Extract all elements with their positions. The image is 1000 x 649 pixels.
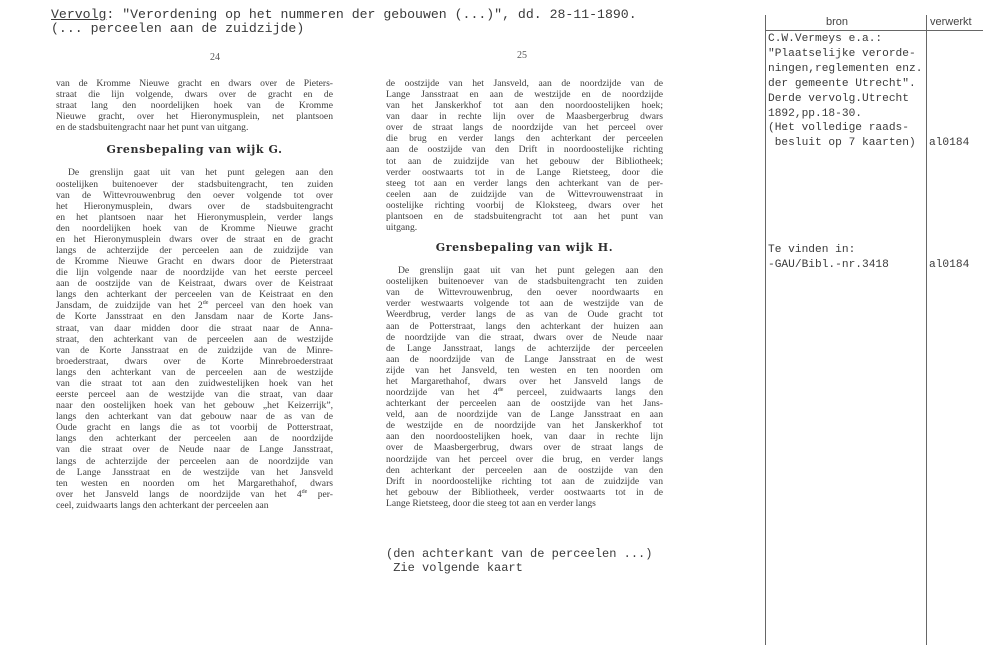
text-line: het gebouw der Bibliotheek, verder oostwaarts tot in de	[386, 486, 663, 498]
text-line: en de stadsbuitengracht naar het punt van uitgang.	[56, 122, 249, 134]
heading-wijk-g: Grensbepaling van wijk G.	[106, 143, 283, 157]
text-line: plantsoen en de stadsbuitengracht tot aan het punt van	[386, 210, 663, 222]
text-line: en het plantsoen naar het Hieronymusplein, verder langs	[56, 211, 333, 223]
text-line: van de Wittevrouwenbrug, den oever noordwaarts en	[386, 287, 663, 299]
text-line: Nieuwe gracht, over het Hieronymusplein, net plantsoen	[56, 111, 333, 123]
left-page-column	[56, 78, 333, 511]
table-row-1-bron: C.W.Vermeys e.a.: "Plaatselijke verorde- ningen,reglementen enz. der gemeente Utrecht". Derde vervolg.Utrecht 1892,pp.18-30. (Het volledige raads- besluit op 7 kaarten)	[768, 33, 923, 150]
text-line: steeg tot aan en verder langs den achterkant van de per-	[386, 177, 663, 189]
text-line: broederstraat, dwars over de Korte Minrebroederstraat	[56, 355, 333, 367]
text-line: langs den achterkant der perceelen aan de noordzijde	[56, 433, 333, 445]
text-line: die brug en verder langs den achterkant der perceelen	[386, 133, 663, 145]
table-column-divider	[926, 15, 927, 645]
text-line: ten westen en noorden om het Margarethahof, dwars	[56, 477, 333, 489]
text-line: de Lange Jansstraat, langs de achterzijde der perceelen	[386, 342, 663, 354]
table-row-2-verwerkt: al0184	[929, 259, 970, 271]
right-body-paragraph	[386, 265, 663, 509]
header-label: Vervolg	[51, 7, 107, 22]
text-line: oostelijken buitenoever der stadsbuitengracht, ten zuiden	[56, 178, 333, 190]
table-row-2-bron: Te vinden in: -GAU/Bibl.-nr.3418	[768, 244, 889, 271]
header-title: : "Verordening op het nummeren der gebouwen (...)", dd. 28-11-1890.	[106, 7, 637, 22]
text-line: naar den oostelijken hoek van het gebouw „het Keizerrijk”,	[56, 400, 333, 412]
text-line: over de straat langs de noordzijde van het perceel over	[386, 122, 663, 134]
document-header	[51, 8, 637, 36]
text-line: en het Hieronymusplein dwars over de straat en de gracht	[56, 233, 333, 245]
text-line: over de Maasbergerbrug, dwars over de straat langs de	[386, 442, 663, 454]
header-bron: bron	[826, 16, 849, 28]
text-line: de Korte Jansstraat en den Jansdam naar de Korte Jans-	[56, 311, 333, 323]
text-line: aan den noordoostelijken hoek, van daar in rechte lijn	[386, 431, 663, 443]
text-line: Drift in noordoostelijke richting tot aan de zuidzijde van	[386, 475, 663, 487]
text-line: van de Wittevrouwenbrug den oever volgende tot over	[56, 189, 333, 201]
text-line: van de Korte Jansstraat en de zuidzijde van de Minre-	[56, 344, 333, 356]
left-intro-paragraph	[56, 78, 333, 133]
text-line: Lange Rietsteeg, door die steeg tot aan en verder langs	[386, 497, 596, 509]
text-line: straat die lijn volgende, dwars over de gracht en de	[56, 89, 333, 101]
text-line: langs de achterzijde der perceelen aan de noordzijde van	[56, 455, 333, 467]
text-line: ceelen aan de zuidzijde van de Wittevrouwenstraat in	[386, 188, 663, 200]
text-line: aan de Potterstraat, langs den achterkant der huizen aan	[386, 320, 663, 332]
page-number-left: 24	[210, 52, 220, 63]
text-line: oostelijken buitenoever van de stadsbuitengracht ten zuiden	[386, 276, 663, 288]
text-line: van de Kromme Nieuwe gracht en dwars over de Pieters-	[56, 78, 333, 89]
text-line: eerste perceel aan de westzijde van die straat, van daar	[56, 389, 333, 401]
text-line: noordzijde van het 4de perceel, zuidwaarts langs den	[386, 387, 663, 399]
text-line: de oostzijde van het Jansveld, aan de noordzijde van de	[386, 78, 663, 89]
left-body-paragraph	[56, 167, 333, 510]
text-line: over het Jansveld langs de noordzijde van het 4de per-	[56, 488, 333, 500]
text-line: den achterkant der perceelen aan de oostzijde van den	[386, 464, 663, 476]
right-intro-paragraph	[386, 78, 663, 233]
page-number-right: 25	[517, 50, 527, 61]
footer-line-2: Zie volgende kaart	[393, 561, 523, 575]
text-line: Lange Jansstraat en aan de westzijde en de noordzijde	[386, 89, 663, 101]
text-line: langs de achterzijde der perceelen aan de zuidzijde van	[56, 245, 333, 257]
footer-line-1: (den achterkant van de perceelen ...)	[386, 547, 653, 561]
text-line: de westzijde en de noordzijde van het Janskerkhof tot	[386, 420, 663, 432]
text-line: veld, aan de noordzijde van de Lange Jansstraat en aan	[386, 409, 663, 421]
text-line: De grenslijn gaat uit van het punt gelegen aan den	[398, 265, 663, 277]
text-line: langs den achterkant van de perceelen aan de westzijde	[56, 366, 333, 378]
table-row-1-verwerkt: al0184	[929, 137, 970, 149]
text-line: het Hieronymusplein, dwars over de stadsbuitengracht	[56, 200, 333, 212]
text-line: straat lang den noordelijken hoek van de Kromme	[56, 100, 333, 112]
text-line: Oude gracht en langs die as tot voorbij de Potterstraat,	[56, 422, 333, 434]
text-line: zijde van het Jansveld, ten westen en ten noorden om	[386, 364, 663, 376]
text-line: De grenslijn gaat uit van het punt gelegen aan den	[68, 167, 333, 179]
text-line: ceel, zuidwaarts langs den achterkant der perceelen aan	[56, 499, 269, 511]
right-page-column	[386, 78, 663, 509]
heading-wijk-h: Grensbepaling van wijk H.	[435, 241, 614, 255]
text-line: verder westwaarts volgende tot aan de westzijde van de	[386, 298, 663, 310]
text-line: Jansdam, de zuidzijde van het 2de perceel van den hoek van	[56, 300, 333, 312]
text-line: van die straat over de Neude naar de Lange Jansstraat,	[56, 444, 333, 456]
text-line: langs den achterkant der perceelen van de Keistraat en den	[56, 289, 333, 301]
header-verwerkt: verwerkt	[930, 16, 972, 28]
table-header-rule	[765, 30, 983, 31]
text-line: de noordzijde van die straat, dwars over de Neude naar	[386, 331, 663, 343]
text-line: Weerdbrug, verder langs de as van de Oude gracht tot	[386, 309, 663, 321]
header-subtitle: (... perceelen aan de zuidzijde)	[51, 21, 305, 36]
text-line: den noordelijken hoek van de Kromme Nieuwe gracht	[56, 222, 333, 234]
text-line: verder oostwaarts tot in de Lange Rietsteeg, door die	[386, 166, 663, 178]
text-line: aan de noordzijde van de Lange Jansstraat en de west	[386, 353, 663, 365]
text-line: achterkant der perceelen aan de oostzijde van het Jans-	[386, 398, 663, 410]
text-line: van daar in rechte lijn over de Maasbergerbrug dwars	[386, 111, 663, 123]
footer-note	[386, 547, 652, 575]
text-line: oostelijke richting voorbij de Kloksteeg, dwars over het	[386, 199, 663, 211]
text-line: die lijn volgende naar de noordzijde van het eerste perceel	[56, 267, 333, 279]
text-line: uitgang.	[386, 222, 418, 234]
text-line: straat, van daar midden door die straat naar de Anna-	[56, 322, 333, 334]
text-line: de Lange Jansstraat en de westzijde van het Jansveld	[56, 466, 333, 478]
text-line: van die straat tot aan den zuidwestelijken hoek van het	[56, 377, 333, 389]
text-line: noordzijde van het perceel over die brug, en verder langs	[386, 453, 663, 465]
text-line: van het Janskerkhof tot aan den noordoostelijken hoek;	[386, 100, 663, 112]
text-line: langs den achterkant van dat gebouw naar de as van de	[56, 411, 333, 423]
text-line: de Kromme Nieuwe Gracht en dwars door de Pieterstraat	[56, 256, 333, 268]
text-line: aan de oostzijde van de Keistraat, dwars over de Keistraat	[56, 278, 333, 290]
text-line: straat, den achterkant van de perceelen aan de westzijde	[56, 333, 333, 345]
text-line: tot aan de zuidzijde van het gebouw der Bibliotheek;	[386, 155, 663, 167]
text-line: het Margarethahof, dwars over het Jansveld langs de	[386, 375, 663, 387]
table-left-border	[765, 15, 766, 645]
text-line: aan de oostzijde van den Drift in noordoostelijke richting	[386, 144, 663, 156]
